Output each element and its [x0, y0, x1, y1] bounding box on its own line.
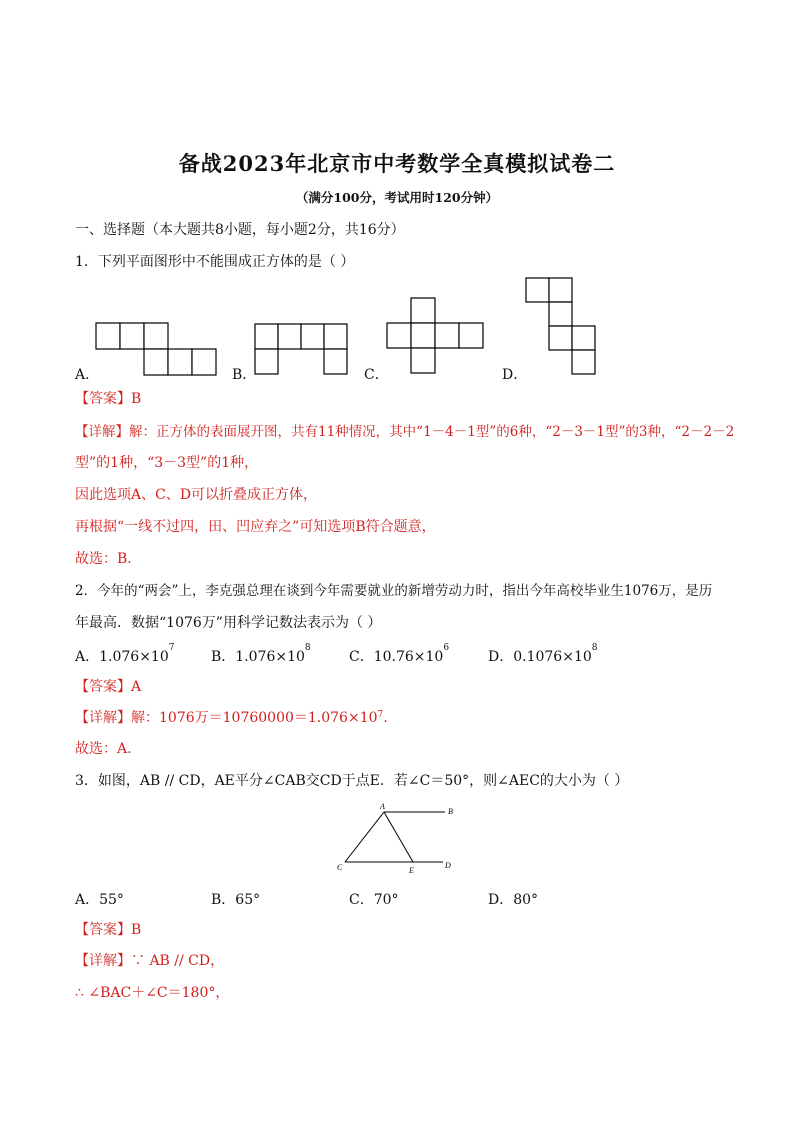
net-a-square: [168, 349, 192, 375]
segment-ac: [345, 812, 384, 862]
label-b: B: [448, 807, 453, 816]
q3-answer: 【答案】B: [75, 922, 142, 938]
q3-option-c: C．70°: [349, 892, 399, 908]
net-b-square: [278, 324, 301, 349]
q2-answer: 【答案】A: [75, 679, 142, 695]
q1-net-c: [387, 298, 497, 388]
label-d: D: [445, 861, 451, 870]
net-a-square: [144, 349, 168, 375]
net-c-square: [411, 298, 435, 323]
q1-net-d: [526, 278, 606, 388]
net-c-square: [411, 348, 435, 373]
q1-detail-line5: 故选：B.: [75, 551, 132, 567]
q2-stem-line1: 2．今年的“两会”上，李克强总理在谈到今年需要就业的新增劳动力时，指出今年高校毕业生1076万，是历: [75, 583, 713, 599]
net-d-square: [549, 278, 572, 302]
net-a-square: [120, 323, 144, 349]
label-a: A: [380, 802, 385, 811]
q2-option-b: B．$1.076\times 10^8$: [211, 643, 311, 665]
net-b-square: [255, 349, 278, 374]
q1-answer: 【答案】B: [75, 391, 142, 407]
q1-detail-line2: 型”的1种，“3－3型”的1种，: [75, 455, 259, 471]
q1-option-a: A．: [75, 367, 100, 383]
net-c-square: [459, 323, 483, 348]
label-c: C: [337, 863, 343, 872]
section-heading: 一、选择题（本大题共8小题，每小题2分，共16分）: [75, 222, 405, 238]
net-a-square: [192, 349, 216, 375]
q1-option-b: B．: [232, 367, 257, 383]
net-b-square: [324, 324, 347, 349]
q1-option-d: D．: [502, 367, 528, 383]
net-b-square: [255, 324, 278, 349]
label-e: E: [409, 866, 414, 875]
q1-detail-line1: 【详解】解：正方体的表面展开图，共有11种情况，其中“1－4－1型”的6种，“2－3－1型”的3种，“2－2－2: [75, 424, 735, 440]
net-d-square: [549, 326, 572, 350]
net-c-square: [411, 323, 435, 348]
q2-option-d: D．$0.1076\times 10^8$: [488, 643, 598, 665]
q1-stem: 1．下列平面图形中不能围成正方体的是（ ）: [75, 254, 355, 270]
net-b-square: [324, 349, 347, 374]
q1-detail-line3: 因此选项A、C、D可以折叠成正方体，: [75, 487, 318, 503]
net-a-square: [144, 323, 168, 349]
page-subtitle: （满分100分，考试用时120分钟）: [295, 190, 499, 205]
q1-detail-line4: 再根据“一线不过四，田、凹应弃之”可知选项B符合题意，: [75, 519, 436, 535]
net-d-square: [526, 278, 549, 302]
q2-stem-line2: 年最高．数据“1076万”用科学记数法表示为（ ）: [75, 615, 382, 631]
q3-detail-line2: ∴ ∠BAC＋∠C＝180°，: [75, 985, 230, 1001]
q3-figure: [335, 802, 465, 877]
net-b-square: [301, 324, 324, 349]
net-d-square: [549, 302, 572, 326]
q3-option-d: D．80°: [488, 892, 539, 908]
net-c-square: [435, 323, 459, 348]
net-d-square: [572, 350, 595, 374]
q1-net-a: [96, 323, 226, 383]
page-title: 备战2023年北京市中考数学全真模拟试卷二: [178, 151, 616, 176]
q2-option-c: C．$10.76\times 10^6$: [349, 643, 450, 665]
net-d-square: [572, 326, 595, 350]
q1-net-b: [255, 324, 365, 384]
q2-detail-line1: 【详解】解：1076万$=10760000=1.076\times 10^7$.: [75, 710, 388, 726]
q3-option-b: B．65°: [211, 892, 261, 908]
q3-detail-line1: 【详解】∵ AB // CD，: [75, 953, 225, 969]
q3-option-a: A．55°: [75, 892, 124, 908]
net-c-square: [387, 323, 411, 348]
q1-option-c: C．: [364, 367, 389, 383]
q2-option-a: A．$1.076\times 10^7$: [75, 643, 175, 665]
q3-stem: 3．如图，AB // CD，AE平分∠CAB交CD于点E．若∠C＝50°，则∠AEC的大小为（ ）: [75, 773, 629, 789]
net-a-square: [96, 323, 120, 349]
q2-detail-line2: 故选：A.: [75, 741, 132, 757]
segment-ae: [384, 812, 413, 862]
